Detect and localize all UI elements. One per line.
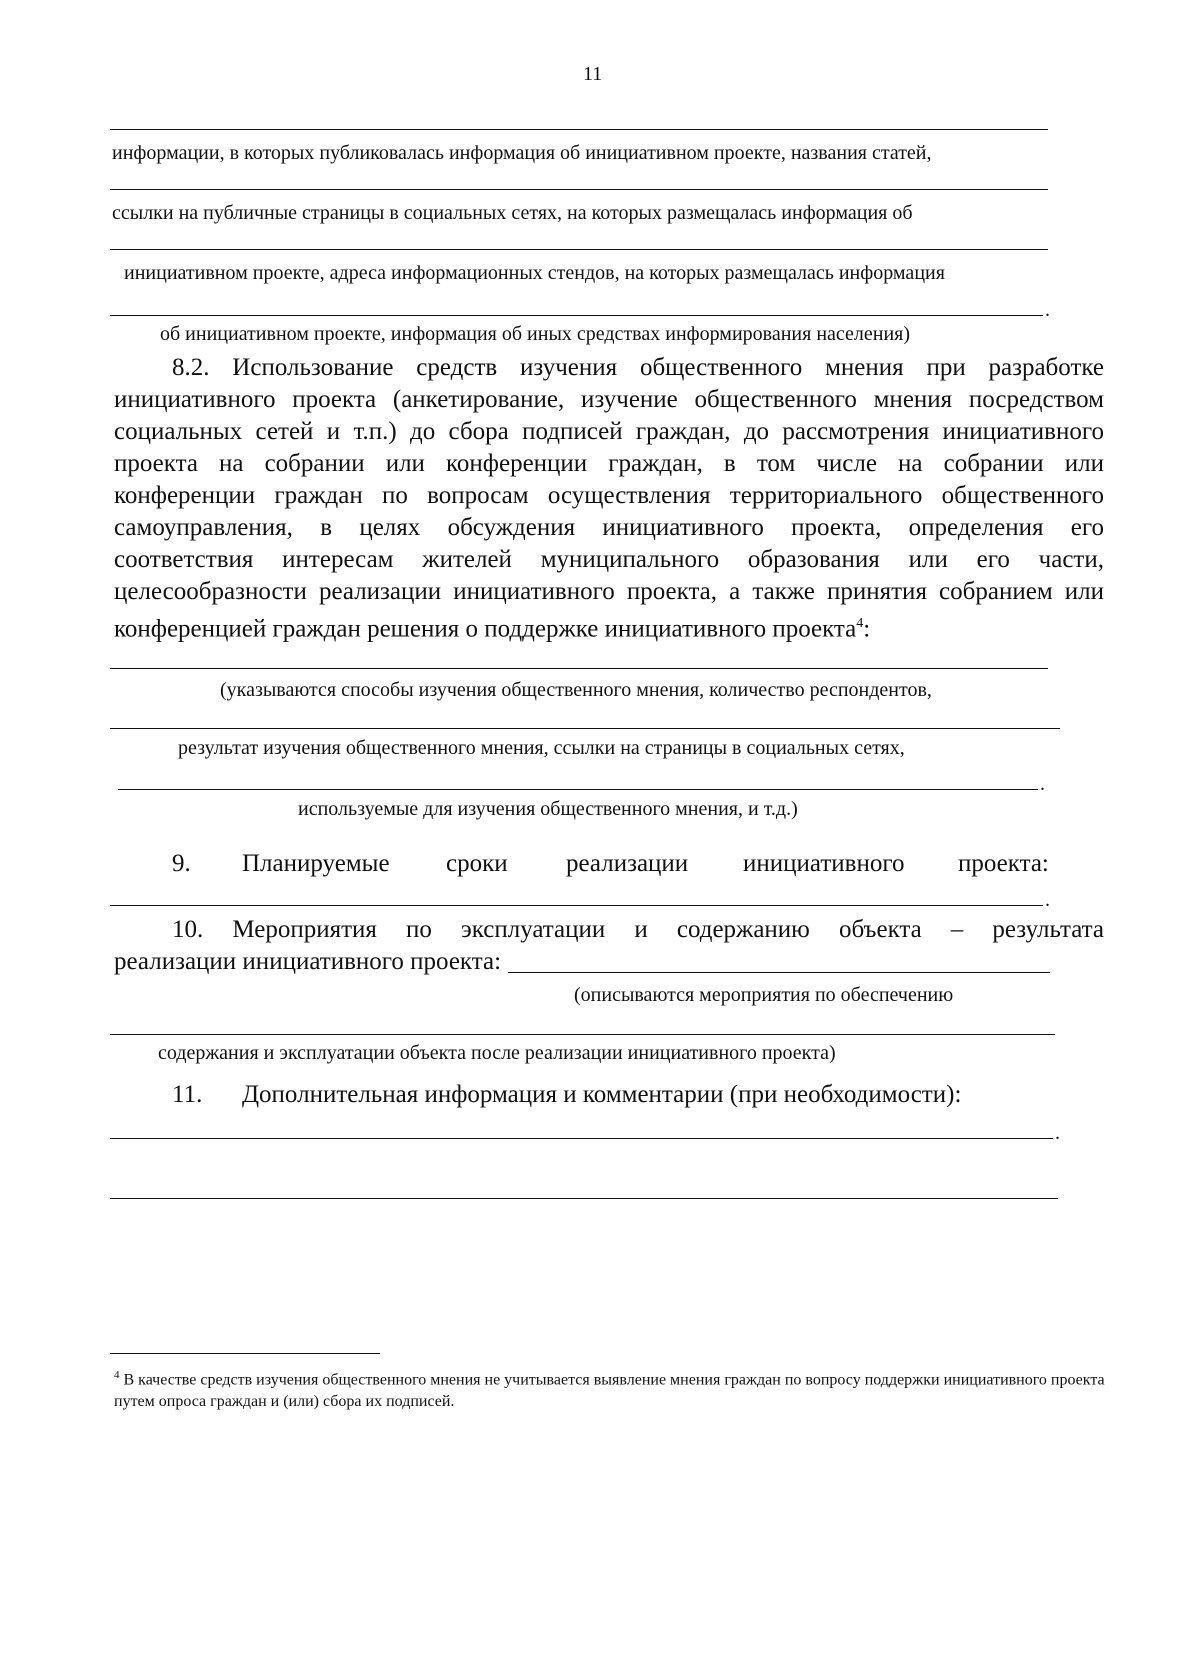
section-8-2-last-line xyxy=(114,607,1104,646)
fill-line xyxy=(110,129,1048,130)
footnote-text: В качестве средств изучения общественного мнения не учитывается выявление мнения граждан по вопросу поддержки инициативного проекта путем опроса граждан и (или) сбора их подписей. xyxy=(114,1371,1105,1411)
section-9-number: 9. xyxy=(172,850,191,877)
fill-line xyxy=(110,668,1048,669)
fill-line xyxy=(110,905,1043,906)
section-9-word: инициативного xyxy=(743,850,905,877)
caption-survey-results: результат изучения общественного мнения, ссылки на страницы в социальных сетях, xyxy=(178,737,905,759)
section-9-word: проекта: xyxy=(958,850,1049,877)
fill-line xyxy=(110,1198,1058,1199)
section-8-2-line: самоуправления, в целях обсуждения инициативного проекта, определения его xyxy=(114,514,1104,541)
section-8-2-colon: : xyxy=(863,615,871,643)
caption-publications: информации, в которых публиковалась информация об инициативном проекте, названия статей, xyxy=(112,142,932,164)
fill-line xyxy=(110,728,1060,729)
footnote-ref: 4 xyxy=(856,616,864,631)
caption-social-links: ссылки на публичные страницы в социальных сетях, на которых размещалась информация об xyxy=(112,202,913,224)
line-end-dot: . xyxy=(1040,773,1045,795)
section-8-2-last-text: конференцией граждан решения о поддержке инициативного проекта xyxy=(114,615,857,643)
fill-line xyxy=(110,1138,1053,1139)
fill-line xyxy=(110,315,1043,316)
caption-maintenance: (описываются мероприятия по обеспечению xyxy=(574,984,954,1006)
section-8-2-line: целесообразности реализации инициативного проекта, а также принятия собранием или xyxy=(114,578,1104,605)
line-end-dot: . xyxy=(1045,299,1050,321)
section-8-2-line: проекта на собрании или конференции граждан, в том числе на собрании или xyxy=(114,450,1104,477)
section-8-2-line: 8.2. Использование средств изучения общественного мнения при разработке xyxy=(172,354,1104,381)
section-8-2-line: инициативного проекта (анкетирование, изучение общественного мнения посредством xyxy=(114,386,1104,413)
section-9-word: реализации xyxy=(566,850,689,877)
section-8-2-line: социальных сетей и т.п.) до сбора подписей граждан, до рассмотрения инициативного xyxy=(114,418,1104,445)
page-number: 11 xyxy=(583,63,603,85)
caption-survey-used: используемые для изучения общественного мнения, и т.д.) xyxy=(298,798,798,820)
section-9-word: сроки xyxy=(446,850,508,877)
caption-survey-methods: (указываются способы изучения общественного мнения, количество респондентов, xyxy=(220,679,932,701)
fill-line xyxy=(118,789,1038,790)
caption-info-stands: инициативном проекте, адреса информационных стендов, на которых размещалась информация xyxy=(124,262,945,284)
fill-line xyxy=(110,249,1048,250)
caption-other-means: об инициативном проекте, информация об иных средствах информирования населения) xyxy=(160,323,911,345)
section-8-2-line: соответствия интересам жителей муниципального образования или его части, xyxy=(114,546,1104,573)
section-10-line1: 10. Мероприятия по эксплуатации и содержанию объекта – результата xyxy=(172,916,1104,943)
fill-line xyxy=(110,189,1048,190)
line-end-dot: . xyxy=(1055,1122,1060,1144)
section-10-line2: реализации инициативного проекта: xyxy=(114,948,502,975)
line-end-dot: . xyxy=(1045,889,1050,911)
footnote-mark: 4 xyxy=(114,1369,120,1381)
fill-line xyxy=(508,972,1050,973)
caption-maintenance-cont: содержания и эксплуатации объекта после реализации инициативного проекта) xyxy=(158,1042,836,1064)
footnote-separator xyxy=(110,1353,380,1354)
section-9-word: Планируемые xyxy=(242,850,390,877)
section-11-number: 11. xyxy=(172,1081,203,1108)
fill-line xyxy=(110,1034,1055,1035)
section-11-text: Дополнительная информация и комментарии (при необходимости): xyxy=(242,1081,962,1108)
section-9-row xyxy=(114,851,1106,881)
section-8-2-line: конференции граждан по вопросам осуществления территориального общественного xyxy=(114,482,1104,509)
footnote xyxy=(114,1364,1124,1413)
